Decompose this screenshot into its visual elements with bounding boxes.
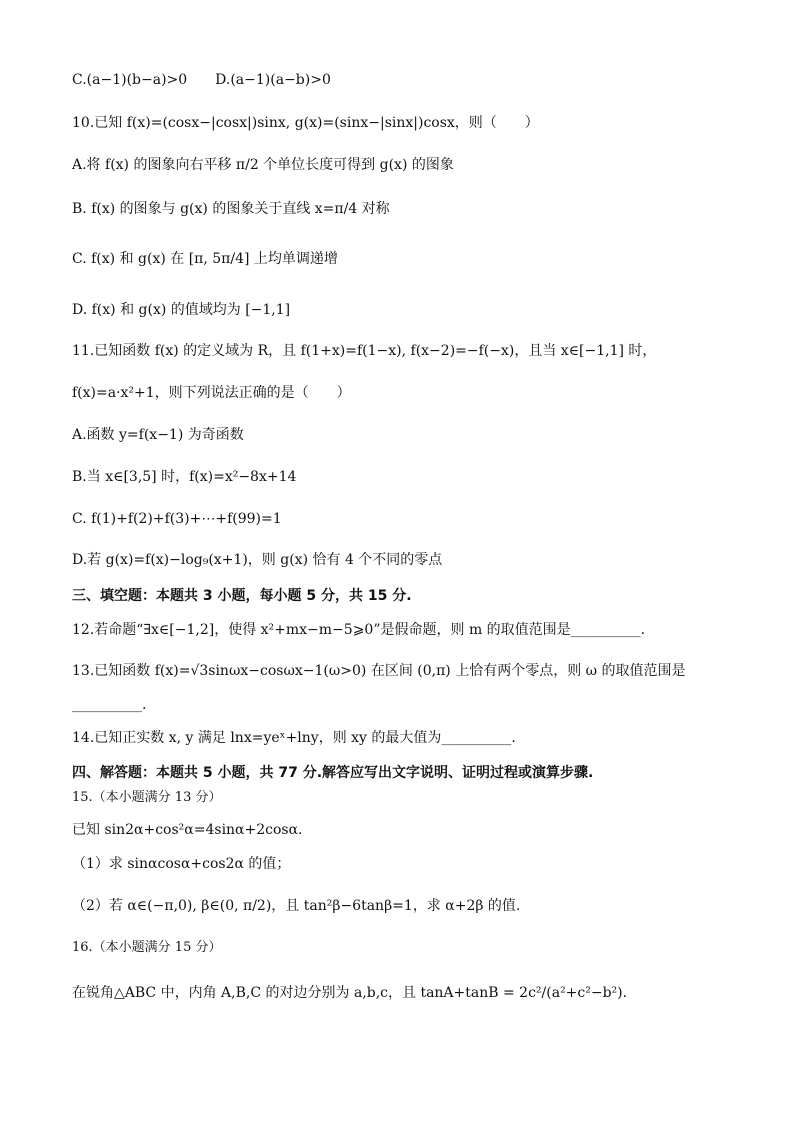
q10-stem: 10.已知 f(x)=(cosx−|cosx|)sinx, g(x)=(sinx−|sinx|)cosx，则（ ） bbox=[72, 115, 539, 131]
q16-header: 16.（本小题满分 15 分） bbox=[72, 940, 222, 955]
q13: 13.已知函数 f(x)=√3sinωx−cosωx−1(ω>0) 在区间 (0,π) 上恰有两个零点，则 ω 的取值范围是 bbox=[72, 663, 686, 679]
q11-stem-cont: f(x)=a·x²+1，则下列说法正确的是（ ） bbox=[72, 385, 351, 401]
q11-option-b: B.当 x∈[3,5] 时，f(x)=x²−8x+14 bbox=[72, 469, 297, 485]
q16-stem: 在锐角△ABC 中，内角 A,B,C 的对边分别为 a,b,c，且 tanA+tanB = 2c²/(a²+c²−b²). bbox=[72, 985, 628, 1001]
q15-part1: （1）求 sinαcosα+cos2α 的值； bbox=[72, 856, 291, 872]
q15-given: 已知 sin2α+cos²α=4sinα+2cosα. bbox=[72, 822, 303, 838]
q11-option-c: C. f(1)+f(2)+f(3)+⋯+f(99)=1 bbox=[72, 511, 282, 527]
section-3-heading: 三、填空题：本题共 3 小题，每小题 5 分，共 15 分. bbox=[72, 588, 412, 604]
q9-options-cd: C.(a−1)(b−a)>0 D.(a−1)(a−b)>0 bbox=[72, 72, 331, 88]
q12: 12.若命题“∃x∈[−1,2]，使得 x²+mx−m−5⩾0”是假命题，则 m 的取值范围是__________. bbox=[72, 622, 646, 638]
q11-stem: 11.已知函数 f(x) 的定义域为 R，且 f(1+x)=f(1−x), f(x−2)=−f(−x)，且当 x∈[−1,1] 时， bbox=[72, 343, 657, 359]
q15-header: 15.（本小题满分 13 分） bbox=[72, 790, 222, 805]
q10-option-b: B. f(x) 的图象与 g(x) 的图象关于直线 x=π/4 对称 bbox=[72, 201, 390, 217]
q10-option-c: C. f(x) 和 g(x) 在 [π, 5π/4] 上均单调递增 bbox=[72, 251, 338, 267]
q13-blank: __________. bbox=[72, 697, 147, 713]
q10-option-a: A.将 f(x) 的图象向右平移 π/2 个单位长度可得到 g(x) 的图象 bbox=[72, 157, 454, 173]
section-4-heading: 四、解答题：本题共 5 小题，共 77 分.解答应写出文字说明、证明过程或演算步骤. bbox=[72, 765, 594, 781]
q15-part2: （2）若 α∈(−π,0), β∈(0, π/2)，且 tan²β−6tanβ=1，求 α+2β 的值. bbox=[72, 898, 521, 914]
q10-option-d: D. f(x) 和 g(x) 的值域均为 [−1,1] bbox=[72, 302, 291, 318]
q14: 14.已知正实数 x, y 满足 lnx=yeˣ+lny，则 xy 的最大值为__________. bbox=[72, 730, 516, 746]
q11-option-a: A.函数 y=f(x−1) 为奇函数 bbox=[72, 427, 244, 443]
q11-option-d: D.若 g(x)=f(x)−log₉(x+1)，则 g(x) 恰有 4 个不同的零点 bbox=[72, 552, 443, 568]
